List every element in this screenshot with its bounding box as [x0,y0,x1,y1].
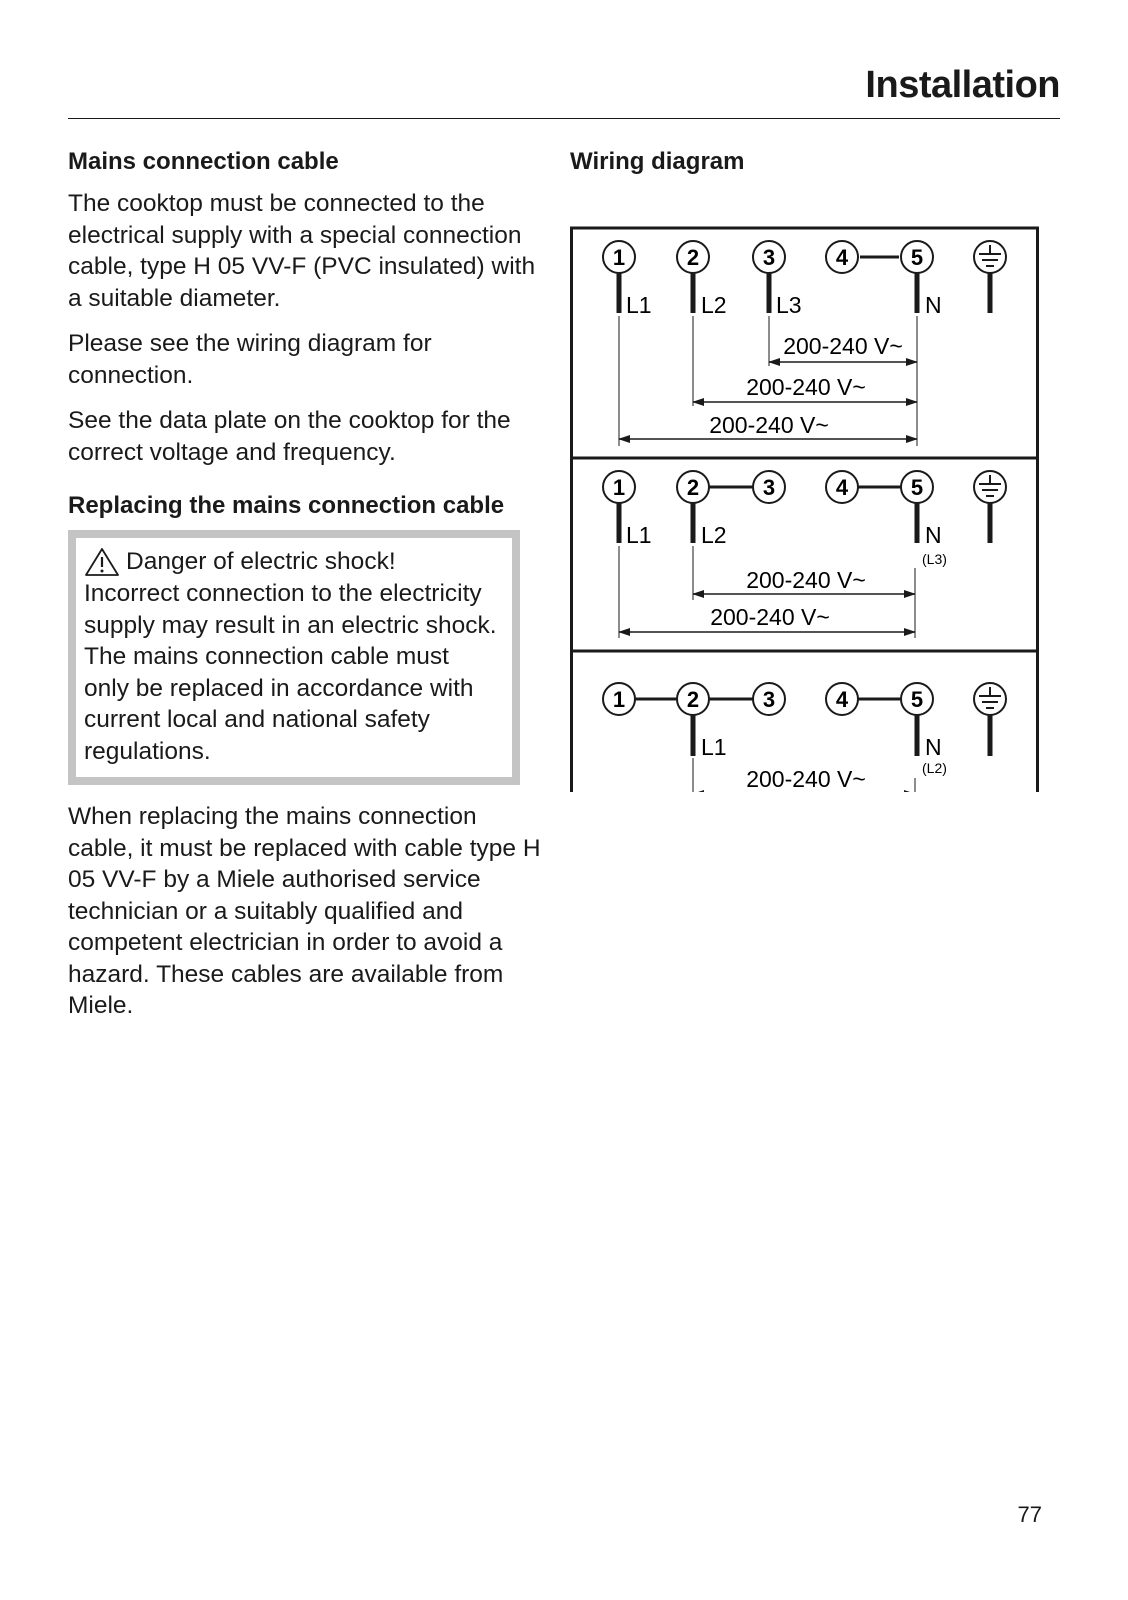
terminal [677,241,709,273]
right-column [570,146,1040,797]
terminal [753,241,785,273]
voltage-label: 200-240 V~ [783,333,903,359]
page-number: 77 [1017,1502,1042,1527]
terminal-label: 5 [910,475,924,500]
conductor-label: L1 [626,292,652,318]
terminal [677,683,709,715]
voltage-label: 200-240 V~ [709,412,829,438]
mains-paragraph-3: See the data plate on the cooktop for the correct voltage and frequency. [68,407,511,466]
voltage-label: 200-240 V~ [710,604,830,630]
terminal [677,471,709,503]
wiring-diagram [570,188,1040,792]
conductor-label: L1 [701,734,727,760]
terminal [901,241,933,273]
conductor-label: N [925,292,942,318]
conductor-note: (L2) [922,760,947,776]
left-column [68,146,548,1036]
terminal-label: 3 [762,245,776,270]
terminal-label: 4 [835,687,849,712]
terminal-label: 3 [762,475,776,500]
terminal [901,471,933,503]
terminal-label: 3 [762,687,776,712]
terminal-label: 5 [910,687,924,712]
replacing-heading: Replacing the mains connection cable [68,492,505,519]
replacing-paragraph: When replacing the mains connection cable, it must be replaced with cable type H 05 VV-F by a Miele authorised service technician or a suitably qualified and competent electrician in order to avoid a hazard. These cables are available from Miele. [68,803,541,1019]
warning-text-1: Incorrect connection to the electricity supply may result in an electric shock. [84,580,497,639]
terminal-label: 4 [835,245,849,270]
terminal [753,471,785,503]
warning-title-row [84,546,500,578]
mains-paragraph-1: The cooktop must be connected to the electrical supply with a special connection cable, type H 05 VV-F (PVC insulated) with a suitable diameter. [68,190,536,312]
earth-ground-icon [974,683,1006,715]
wiring-panel-3 [603,683,1006,792]
terminal [826,471,858,503]
voltage-label: 200-240 V~ [746,374,866,400]
wiring-panel-1 [603,241,1006,446]
conductor-label: N [925,522,942,548]
mains-heading: Mains connection cable [68,148,339,175]
voltage-label: 200-240 V~ [746,766,866,792]
terminal [826,683,858,715]
conductor-label: L2 [701,522,727,548]
earth-ground-icon [974,241,1006,273]
conductor-label: N [925,734,942,760]
warning-triangle-icon [84,547,120,577]
conductor-label: L1 [626,522,652,548]
terminal-label: 1 [612,475,626,500]
terminal [603,683,635,715]
conductor-label: L3 [776,292,802,318]
warning-box [68,530,520,785]
terminal-label: 1 [612,687,626,712]
terminal [753,683,785,715]
mains-paragraph-2: Please see the wiring diagram for connection. [68,330,432,389]
page-header-title: Installation [865,64,1060,106]
conductor-label: L2 [701,292,727,318]
header-divider [68,118,1060,119]
warning-text-2: The mains connection cable must only be replaced in accordance with current local and national safety regulations. [84,643,474,765]
wiring-panel-2 [603,471,1006,638]
terminal-label: 1 [612,245,626,270]
terminal [603,471,635,503]
conductor-note: (L3) [922,551,947,567]
earth-ground-icon [974,471,1006,503]
terminal [901,683,933,715]
terminal-label: 4 [835,475,849,500]
wiring-diagram-title: Wiring diagram [570,148,745,175]
terminal-label: 2 [686,687,700,712]
terminal [603,241,635,273]
terminal-label: 2 [686,245,700,270]
warning-title: Danger of electric shock! [126,548,396,575]
voltage-label: 200-240 V~ [746,567,866,593]
terminal-label: 5 [910,245,924,270]
terminal [826,241,858,273]
terminal-label: 2 [686,475,700,500]
